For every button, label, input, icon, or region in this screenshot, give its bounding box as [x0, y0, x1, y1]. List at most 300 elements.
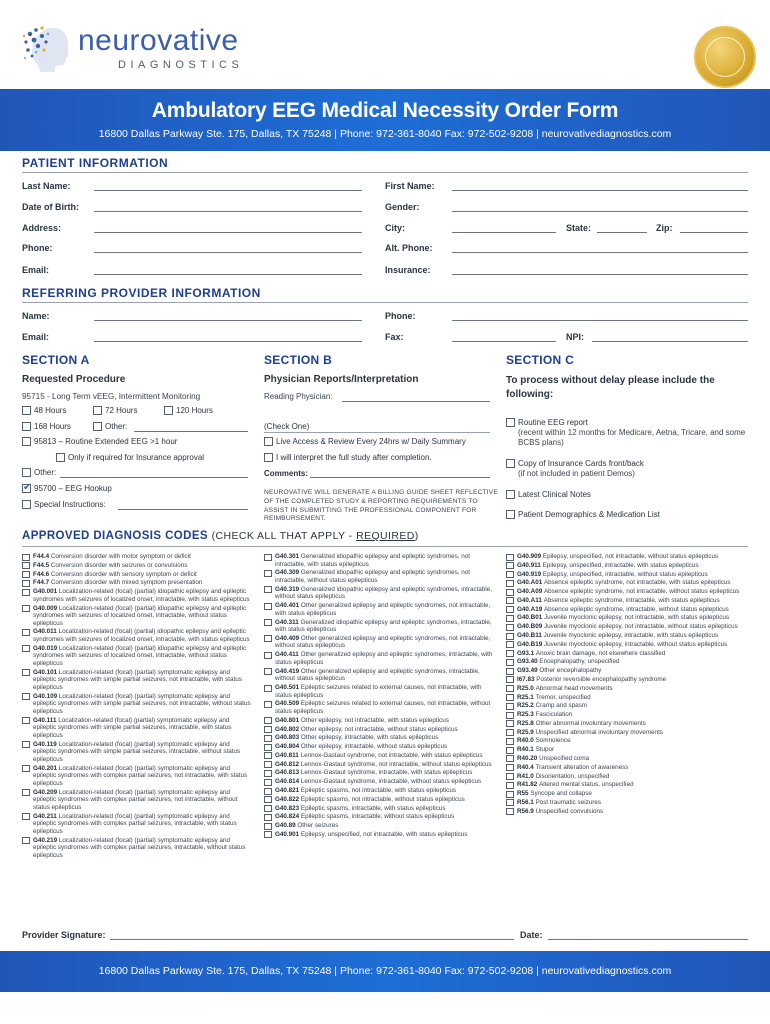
routine-eeg-report-label: Routine EEG report: [518, 418, 588, 427]
live-access-label: Live Access & Review Every 24hrs w/ Daily Summary: [276, 437, 466, 446]
diagnosis-description: Lennox-Gastaut syndrome, intractable, without status epilepticus: [300, 778, 482, 786]
clinical-notes-checkbox[interactable]: [506, 490, 515, 499]
diagnosis-code-checkbox[interactable]: [506, 615, 514, 622]
other-hours-checkbox[interactable]: [93, 422, 102, 431]
diagnosis-code-item: [506, 720, 750, 728]
diagnosis-code: G40.B01: [517, 614, 544, 622]
diagnosis-description: Conversion disorder with sensory symptom or deficit: [50, 570, 197, 578]
diagnosis-code-item: [506, 781, 750, 789]
diagnosis-code: G40.811: [275, 751, 301, 759]
diagnosis-code: R41.82: [517, 781, 540, 789]
provider-phone-field[interactable]: [452, 320, 748, 321]
date-field[interactable]: [548, 939, 748, 940]
diagnosis-description: Conversion disorder with motor symptom or deficit: [50, 553, 191, 560]
diagnosis-code-checkbox[interactable]: [22, 741, 30, 748]
diagnosis-description: Juvenile myoclonic epilepsy, intractable, with status epilepticus: [543, 632, 719, 640]
diagnosis-description: Other seizures: [297, 822, 339, 830]
diagnosis-code: G40.011: [33, 628, 59, 636]
diagnosis-description: Post traumatic seizures: [535, 798, 602, 806]
diagnosis-code-item: [264, 761, 498, 769]
120-hours-checkbox[interactable]: [164, 406, 173, 415]
insurance-field[interactable]: [452, 274, 748, 275]
diagnosis-code-checkbox[interactable]: [264, 668, 272, 675]
diagnosis-description: Absence epileptic syndrome, intractable, with status epilepticus: [543, 596, 720, 604]
diagnosis-code-checkbox[interactable]: [506, 606, 514, 613]
diagnosis-code: G40.311: [275, 618, 301, 626]
routine-eeg-report-note: (recent within 12 months for Medicare, Aetna, Tricare, and some BCBS plans): [518, 428, 746, 447]
diagnosis-code: G40.A09: [517, 588, 544, 596]
diagnosis-description: Localization-related (focal) (partial) symptomatic epilepsy and epileptic syndromes with simple partial seizures, intractable, without status epilepticus: [33, 740, 241, 763]
demographics-checkbox[interactable]: [506, 510, 515, 519]
diagnosis-code-item: [264, 586, 498, 601]
diagnosis-description: Syncope and collapse: [530, 790, 592, 798]
diagnosis-description: Other epilepsy, intractable, without status epilepticus: [300, 743, 448, 751]
diagnosis-code: G40.201: [33, 764, 59, 772]
insurance-label: Insurance:: [385, 265, 431, 275]
diagnosis-code-item: [264, 743, 498, 751]
patient-info-heading: PATIENT INFORMATION: [22, 156, 169, 170]
diagnosis-code-checkbox[interactable]: [264, 805, 272, 812]
diagnosis-code: G40.812: [275, 760, 301, 768]
diagnosis-description: Generalized idiopathic epilepsy and epileptic syndromes, not intractable, with status epilepticus: [275, 553, 470, 568]
diagnosis-code-checkbox[interactable]: [264, 831, 272, 838]
diagnosis-code-item: [506, 685, 750, 693]
codes-column-2: [264, 553, 498, 840]
divider: [264, 432, 490, 433]
diagnosis-code: F44.6: [33, 570, 51, 578]
diagnosis-description: Epilepsy, unspecified, not intractable, with status epilepticus: [300, 830, 468, 838]
provider-phone-label: Phone:: [385, 311, 416, 321]
diagnosis-code-item: [22, 645, 252, 668]
diagnosis-code-checkbox[interactable]: [22, 605, 30, 612]
diagnosis-code: G40.802: [275, 725, 301, 733]
header-address: 16800 Dallas Parkway Ste. 175, Dallas, TX 75248 | Phone: 972-361-8040 Fax: 972-502-9208 | neurovativediagnostics.com: [98, 128, 672, 140]
diagnosis-code-item: [264, 700, 498, 715]
section-c-subtitle: To process without delay please include the following:: [506, 375, 715, 400]
diagnosis-code-checkbox[interactable]: [264, 744, 272, 751]
diagnosis-code-checkbox[interactable]: [22, 562, 30, 569]
npi-field[interactable]: [592, 341, 748, 342]
diagnosis-description: Epileptic spasms, not intractable, without status epilepticus: [300, 795, 465, 803]
diagnosis-code-checkbox[interactable]: [506, 729, 514, 736]
divider: [22, 546, 748, 547]
diagnosis-code-checkbox[interactable]: [506, 799, 514, 806]
provider-fax-label: Fax:: [385, 332, 404, 342]
routine-extended-eeg-label: 95813 – Routine Extended EEG >1 hour: [34, 437, 178, 446]
diagnosis-code: G93.1: [517, 649, 536, 657]
diagnosis-code: R25.2: [517, 702, 536, 710]
routine-extended-eeg-checkbox[interactable]: [22, 437, 31, 446]
diagnosis-code-checkbox[interactable]: [264, 823, 272, 830]
other-hours-field[interactable]: [134, 431, 248, 432]
dob-field[interactable]: [94, 211, 362, 212]
diagnosis-description: Other generalized epilepsy and epileptic syndromes, intractable, with status epilepticus: [275, 651, 493, 666]
diagnosis-code-item: [264, 805, 498, 813]
email-label: Email:: [22, 265, 50, 275]
diagnosis-code-checkbox[interactable]: [22, 789, 30, 796]
diagnosis-code-checkbox[interactable]: [506, 808, 514, 815]
diagnosis-code-item: [22, 837, 252, 860]
diagnosis-code-checkbox[interactable]: [264, 717, 272, 724]
diagnosis-code: G40.B19: [517, 640, 544, 648]
section-c-heading: SECTION C: [506, 353, 575, 367]
diagnosis-code-checkbox[interactable]: [22, 589, 30, 596]
diagnosis-code: G40.501: [275, 684, 301, 691]
diagnosis-code: G40.319: [275, 585, 301, 593]
diagnosis-code: G40.B11: [517, 632, 544, 640]
diagnosis-code-checkbox[interactable]: [22, 554, 30, 561]
diagnosis-code-checkbox[interactable]: [22, 693, 30, 700]
diagnosis-code: G40.801: [275, 716, 301, 724]
diagnosis-description: Localization-related (focal) (partial) symptomatic epilepsy and epileptic syndromes with complex partial seizures, intractable, without status epilepticus: [33, 836, 246, 859]
diagnosis-code-checkbox[interactable]: [506, 720, 514, 727]
diagnosis-code-item: [264, 569, 498, 584]
diagnosis-code-checkbox[interactable]: [506, 589, 514, 596]
diagnosis-code-item: [506, 632, 750, 640]
diagnosis-description: Generalized idiopathic epilepsy and epileptic syndromes, intractable, without status epilepticus: [275, 585, 493, 601]
diagnosis-code-checkbox[interactable]: [506, 650, 514, 657]
diagnosis-description: Other generalized epilepsy and epileptic syndromes, not intractable, with status epilepticus: [275, 602, 491, 617]
72-hours-label: 72 Hours: [105, 406, 138, 415]
diagnosis-code: G40.901: [275, 830, 301, 838]
diagnosis-description: Other epilepsy, intractable, with status epilepticus: [300, 734, 439, 742]
check-one-label: (Check One): [264, 422, 310, 431]
insurance-cards-note: (if not included in patient Demos): [518, 469, 635, 478]
diagnosis-description: Epilepsy, unspecified, intractable, without status epilepticus: [542, 570, 708, 578]
provider-signature-field[interactable]: [110, 939, 514, 940]
diagnosis-code: G40.111: [33, 716, 59, 724]
alt-phone-label: Alt. Phone:: [385, 243, 433, 253]
section-a-heading: SECTION A: [22, 353, 90, 367]
phone-field[interactable]: [94, 252, 362, 253]
other-procedure-field[interactable]: [60, 477, 248, 478]
diagnosis-code-checkbox[interactable]: [264, 701, 272, 708]
address-label: Address:: [22, 223, 62, 233]
diagnosis-code-checkbox[interactable]: [506, 712, 514, 719]
codes-column-3: [506, 553, 750, 816]
48-hours-checkbox[interactable]: [22, 406, 31, 415]
comments-field[interactable]: [310, 477, 490, 478]
diagnosis-code-checkbox[interactable]: [264, 761, 272, 768]
diagnosis-code: G40.822: [275, 795, 301, 803]
accreditation-seal: [694, 26, 756, 88]
diagnosis-code-item: [506, 808, 750, 816]
diagnosis-code: G40.89: [275, 822, 298, 830]
diagnosis-code: G40.821: [275, 787, 301, 794]
diagnosis-description: Encephalopathy, unspecified: [539, 658, 620, 666]
diagnosis-code-item: [506, 702, 750, 710]
special-instructions-label: Special Instructions:: [34, 500, 106, 509]
diagnosis-code: G40.411: [275, 651, 301, 659]
diagnosis-description: Lennox-Gastaut syndrome, not intractable, with status epilepticus: [300, 751, 483, 759]
title-banner: [0, 89, 770, 151]
provider-fax-field[interactable]: [452, 341, 556, 342]
diagnosis-description: Absence epileptic syndrome, intractable, without status epilepticus: [543, 605, 729, 613]
routine-eeg-report-checkbox[interactable]: [506, 418, 515, 427]
live-access-checkbox[interactable]: [264, 437, 273, 446]
diagnosis-code-checkbox[interactable]: [22, 571, 30, 578]
diagnosis-description: Other generalized epilepsy and epileptic syndromes, not intractable, without status epilepticus: [275, 634, 491, 650]
diagnosis-code-checkbox[interactable]: [506, 641, 514, 648]
diagnosis-code-item: [264, 717, 498, 725]
diagnosis-code-item: [264, 778, 498, 786]
special-instructions-field[interactable]: [118, 509, 248, 510]
diagnosis-code: R40.0: [517, 737, 536, 745]
procedure-95715: 95715 - Long Term vEEG, Intermittent Monitoring: [22, 392, 201, 401]
diagnosis-description: Generalized idiopathic epilepsy and epileptic syndromes, intractable, with status epilepticus: [275, 618, 492, 634]
diagnosis-code-checkbox[interactable]: [22, 629, 30, 636]
diagnosis-description: Conversion disorder with mixed symptom presentation: [50, 579, 203, 587]
diagnosis-code-checkbox[interactable]: [264, 796, 272, 803]
diagnosis-code: G40.401: [275, 602, 301, 610]
diagnosis-code: G93.40: [517, 658, 540, 666]
diagnosis-code-checkbox[interactable]: [264, 788, 272, 795]
diagnosis-description: Localization-related (focal) (partial) idiopathic epilepsy and epileptic syndromes with seizures of localized onset, intractable, without status epilepticus: [33, 644, 247, 668]
diagnosis-code-item: [506, 650, 750, 658]
last-name-field[interactable]: [94, 190, 362, 191]
diagnosis-code-checkbox[interactable]: [22, 669, 30, 676]
diagnosis-code-item: [264, 635, 498, 650]
diagnosis-code-checkbox[interactable]: [264, 570, 272, 577]
diagnosis-description: Anoxic brain damage, not elsewhere classified: [535, 649, 666, 657]
diagnosis-code: R25.1: [517, 693, 536, 701]
diagnosis-code-checkbox[interactable]: [506, 791, 514, 798]
diagnosis-description: Other epilepsy, not intractable, without status epilepticus: [300, 725, 458, 733]
diagnosis-code: G40.419: [275, 667, 301, 675]
diagnosis-code-item: [264, 822, 498, 830]
diagnosis-code-checkbox[interactable]: [506, 676, 514, 683]
date-label: Date:: [520, 930, 543, 940]
diagnosis-code-checkbox[interactable]: [506, 580, 514, 587]
48-hours-label: 48 Hours: [34, 406, 67, 415]
diagnosis-code-checkbox[interactable]: [264, 779, 272, 786]
brand-subtitle: DIAGNOSTICS: [118, 59, 244, 71]
diagnosis-code: G40.804: [275, 743, 301, 751]
diagnosis-code-item: [264, 796, 498, 804]
diagnosis-code-checkbox[interactable]: [506, 782, 514, 789]
insurance-approval-checkbox[interactable]: [56, 453, 65, 462]
diagnosis-code: R40.4: [517, 763, 536, 771]
diagnosis-description: Localization-related (focal) (partial) idiopathic epilepsy and epileptic syndromes with seizures of localized onset, intractable, without status epilepticus: [33, 604, 247, 627]
diagnosis-code: G40.823: [275, 804, 301, 812]
diagnosis-code-item: [506, 614, 750, 622]
diagnosis-description: Unspecified abnormal involuntary movements: [535, 728, 663, 736]
diagnosis-code-checkbox[interactable]: [264, 603, 272, 610]
diagnosis-description: Posterior reversible encephalopathy syndrome: [536, 675, 667, 683]
npi-label: NPI:: [566, 332, 584, 342]
diagnosis-code-checkbox[interactable]: [506, 738, 514, 745]
diagnosis-code-checkbox[interactable]: [264, 735, 272, 742]
diagnosis-code: G40.309: [275, 569, 301, 577]
diagnosis-code: G40.301: [275, 553, 301, 560]
diagnosis-code-item: [264, 651, 498, 666]
first-name-label: First Name:: [385, 181, 435, 191]
diagnosis-code: G40.009: [33, 604, 59, 612]
diagnosis-code-checkbox[interactable]: [506, 668, 514, 675]
diagnosis-code-checkbox[interactable]: [22, 717, 30, 724]
first-name-field[interactable]: [452, 190, 748, 191]
diagnosis-description: Stupor: [535, 746, 555, 754]
diagnosis-code: G40.209: [33, 788, 59, 796]
alt-phone-field[interactable]: [452, 252, 748, 253]
brain-head-icon: [22, 22, 70, 74]
diagnosis-code-item: [506, 694, 750, 702]
referring-provider-heading: REFERRING PROVIDER INFORMATION: [22, 286, 261, 300]
diagnosis-code: G40.813: [275, 769, 301, 777]
diagnosis-code: G40.803: [275, 734, 301, 742]
clinical-notes-label: Latest Clinical Notes: [518, 490, 591, 499]
diagnosis-code-checkbox[interactable]: [506, 597, 514, 604]
diagnosis-code-checkbox[interactable]: [506, 703, 514, 710]
zip-field[interactable]: [680, 232, 748, 233]
diagnosis-code-item: [22, 628, 252, 643]
diagnosis-code-checkbox[interactable]: [506, 755, 514, 762]
diagnosis-code-checkbox[interactable]: [506, 633, 514, 640]
state-label: State:: [566, 223, 592, 233]
diagnosis-code-checkbox[interactable]: [22, 765, 30, 772]
diagnosis-code-item: [506, 606, 750, 614]
diagnosis-code-item: [506, 553, 750, 561]
diagnosis-code-item: [506, 711, 750, 719]
reading-physician-field[interactable]: [342, 401, 490, 402]
diagnosis-code-item: [264, 726, 498, 734]
diagnosis-code-item: [22, 789, 252, 812]
gender-field[interactable]: [452, 211, 748, 212]
diagnosis-code-checkbox[interactable]: [506, 773, 514, 780]
diagnosis-code: G40.824: [275, 813, 301, 821]
diagnosis-code-checkbox[interactable]: [264, 635, 272, 642]
address-field[interactable]: [94, 232, 362, 233]
168-hours-checkbox[interactable]: [22, 422, 31, 431]
diagnosis-code: G40.211: [33, 812, 59, 820]
diagnosis-description: Localization-related (focal) (partial) symptomatic epilepsy and epileptic syndromes with simple partial seizures, not intractable, without status epilepticus: [33, 692, 251, 715]
72-hours-checkbox[interactable]: [93, 406, 102, 415]
billing-guide-note: NEUROVATIVE WILL GENERATE A BILLING GUIDE SHEET REFLECTIVE OF THE COMPLETED STUDY & REPORTING REQUIREMENTS TO ASSIST IN SUBMITTING THE PROFESSIONAL COMPONENT FOR REIMBURSEMENT.: [264, 489, 499, 523]
diagnosis-description: Altered mental status, unspecified: [539, 781, 634, 789]
eeg-hookup-checkbox[interactable]: [22, 484, 31, 493]
diagnosis-description: Localization-related (focal) (partial) symptomatic epilepsy and epileptic syndromes with simple partial seizures, intractable, with status epilepticus: [33, 716, 232, 739]
insurance-cards-checkbox[interactable]: [506, 459, 515, 468]
diagnosis-code-item: [506, 737, 750, 745]
diagnosis-code: R40.20: [517, 754, 540, 762]
diagnosis-code-checkbox[interactable]: [264, 752, 272, 759]
diagnosis-code-checkbox[interactable]: [264, 726, 272, 733]
provider-name-field[interactable]: [94, 320, 362, 321]
diagnosis-code-checkbox[interactable]: [506, 624, 514, 631]
email-field[interactable]: [94, 274, 362, 275]
diagnosis-code-checkbox[interactable]: [506, 659, 514, 666]
last-name-label: Last Name:: [22, 181, 71, 191]
full-interpret-checkbox[interactable]: [264, 453, 273, 462]
diagnosis-code: R55: [517, 790, 531, 798]
diagnosis-description: Juvenile myoclonic epilepsy, intractable, without status epilepticus: [543, 640, 728, 648]
diagnosis-code-checkbox[interactable]: [506, 562, 514, 569]
diagnosis-description: Localization-related (focal) (partial) symptomatic epilepsy and epileptic syndromes with simple partial seizures, not intractable, with status epilepticus: [33, 668, 242, 691]
brand-name: neurovative: [78, 24, 239, 57]
diagnosis-code-checkbox[interactable]: [264, 814, 272, 821]
diagnosis-code-item: [506, 641, 750, 649]
diagnosis-code-item: [506, 676, 750, 684]
diagnosis-code-item: [506, 790, 750, 798]
diagnosis-code-checkbox[interactable]: [22, 645, 30, 652]
diagnosis-code-checkbox[interactable]: [264, 652, 272, 659]
comments-label: Comments:: [264, 469, 309, 478]
city-field[interactable]: [452, 232, 556, 233]
diagnosis-code-item: [506, 667, 750, 675]
diagnosis-code-item: [506, 764, 750, 772]
diagnosis-code-checkbox[interactable]: [264, 770, 272, 777]
diagnosis-code: G40.911: [517, 561, 543, 569]
diagnosis-code: G40.A19: [517, 605, 544, 613]
diagnosis-code: G40.509: [275, 700, 301, 708]
divider: [22, 172, 748, 173]
diagnosis-code: R40.1: [517, 746, 536, 754]
diagnosis-description: Generalized idiopathic epilepsy and epileptic syndromes, not intractable, without status epilepticus: [275, 569, 470, 584]
diagnosis-code: G40.219: [33, 836, 59, 844]
other-procedure-checkbox[interactable]: [22, 468, 31, 477]
diagnosis-code-checkbox[interactable]: [506, 554, 514, 561]
diagnosis-code-checkbox[interactable]: [506, 764, 514, 771]
diagnosis-code-checkbox[interactable]: [506, 571, 514, 578]
dob-label: Date of Birth:: [22, 202, 79, 212]
diagnosis-codes-instruction: (CHECK ALL THAT APPLY -: [211, 530, 353, 542]
diagnosis-code-item: [506, 579, 750, 587]
diagnosis-code-checkbox[interactable]: [22, 813, 30, 820]
diagnosis-code-checkbox[interactable]: [22, 837, 30, 844]
diagnosis-description: Epileptic spasms, not intractable, with status epilepticus: [300, 787, 456, 794]
diagnosis-code-item: [264, 787, 498, 795]
diagnosis-code: G40.B09: [517, 623, 544, 631]
diagnosis-code-checkbox[interactable]: [264, 685, 272, 692]
diagnosis-code: G93.49: [517, 667, 540, 675]
diagnosis-code: G40.919: [517, 570, 543, 578]
diagnosis-code: G40.409: [275, 634, 301, 642]
diagnosis-code: G40.909: [517, 553, 543, 560]
diagnosis-code-checkbox[interactable]: [264, 619, 272, 626]
diagnosis-code: G40.001: [33, 588, 59, 596]
diagnosis-code-item: [22, 693, 252, 716]
diagnosis-code-checkbox[interactable]: [22, 580, 30, 587]
diagnosis-code-item: [506, 571, 750, 579]
diagnosis-code-checkbox[interactable]: [506, 747, 514, 754]
diagnosis-description: Epileptic spasms, intractable, without status epilepticus: [300, 813, 455, 821]
diagnosis-code-item: [506, 799, 750, 807]
diagnosis-code-item: [506, 746, 750, 754]
diagnosis-description: Cramp and spasm: [535, 702, 588, 710]
diagnosis-description: Localization-related (focal) (partial) symptomatic epilepsy and epileptic syndromes with complex partial seizures, intractable, with status epilepticus: [33, 812, 237, 835]
diagnosis-code-item: [506, 658, 750, 666]
diagnosis-code-item: [506, 562, 750, 570]
diagnosis-description: Absence epileptic syndrome, not intractable, with status epilepticus: [543, 579, 731, 587]
diagnosis-code-checkbox[interactable]: [506, 685, 514, 692]
diagnosis-code-item: [506, 588, 750, 596]
diagnosis-code-checkbox[interactable]: [506, 694, 514, 701]
diagnosis-code: G40.A11: [517, 596, 544, 604]
provider-email-field[interactable]: [94, 341, 362, 342]
provider-name-label: Name:: [22, 311, 50, 321]
diagnosis-code-checkbox[interactable]: [264, 554, 272, 561]
diagnosis-code-checkbox[interactable]: [264, 586, 272, 593]
state-field[interactable]: [597, 232, 647, 233]
diagnosis-description: Lennox-Gastaut syndrome, intractable, with status epilepticus: [300, 769, 473, 777]
diagnosis-description: Localization-related (focal) (partial) symptomatic epilepsy and epileptic syndromes with complex partial seizures, not intractable, with status epilepticus: [33, 764, 248, 787]
diagnosis-description: Localization-related (focal) (partial) idiopathic epilepsy and epileptic syndromes with seizures of localized onset, intractable, with status epilepticus: [33, 628, 250, 644]
diagnosis-code-item: [22, 588, 252, 603]
diagnosis-code-item: [264, 769, 498, 777]
diagnosis-code: R56.9: [517, 807, 536, 815]
diagnosis-code-item: [22, 741, 252, 764]
special-instructions-checkbox[interactable]: [22, 500, 31, 509]
